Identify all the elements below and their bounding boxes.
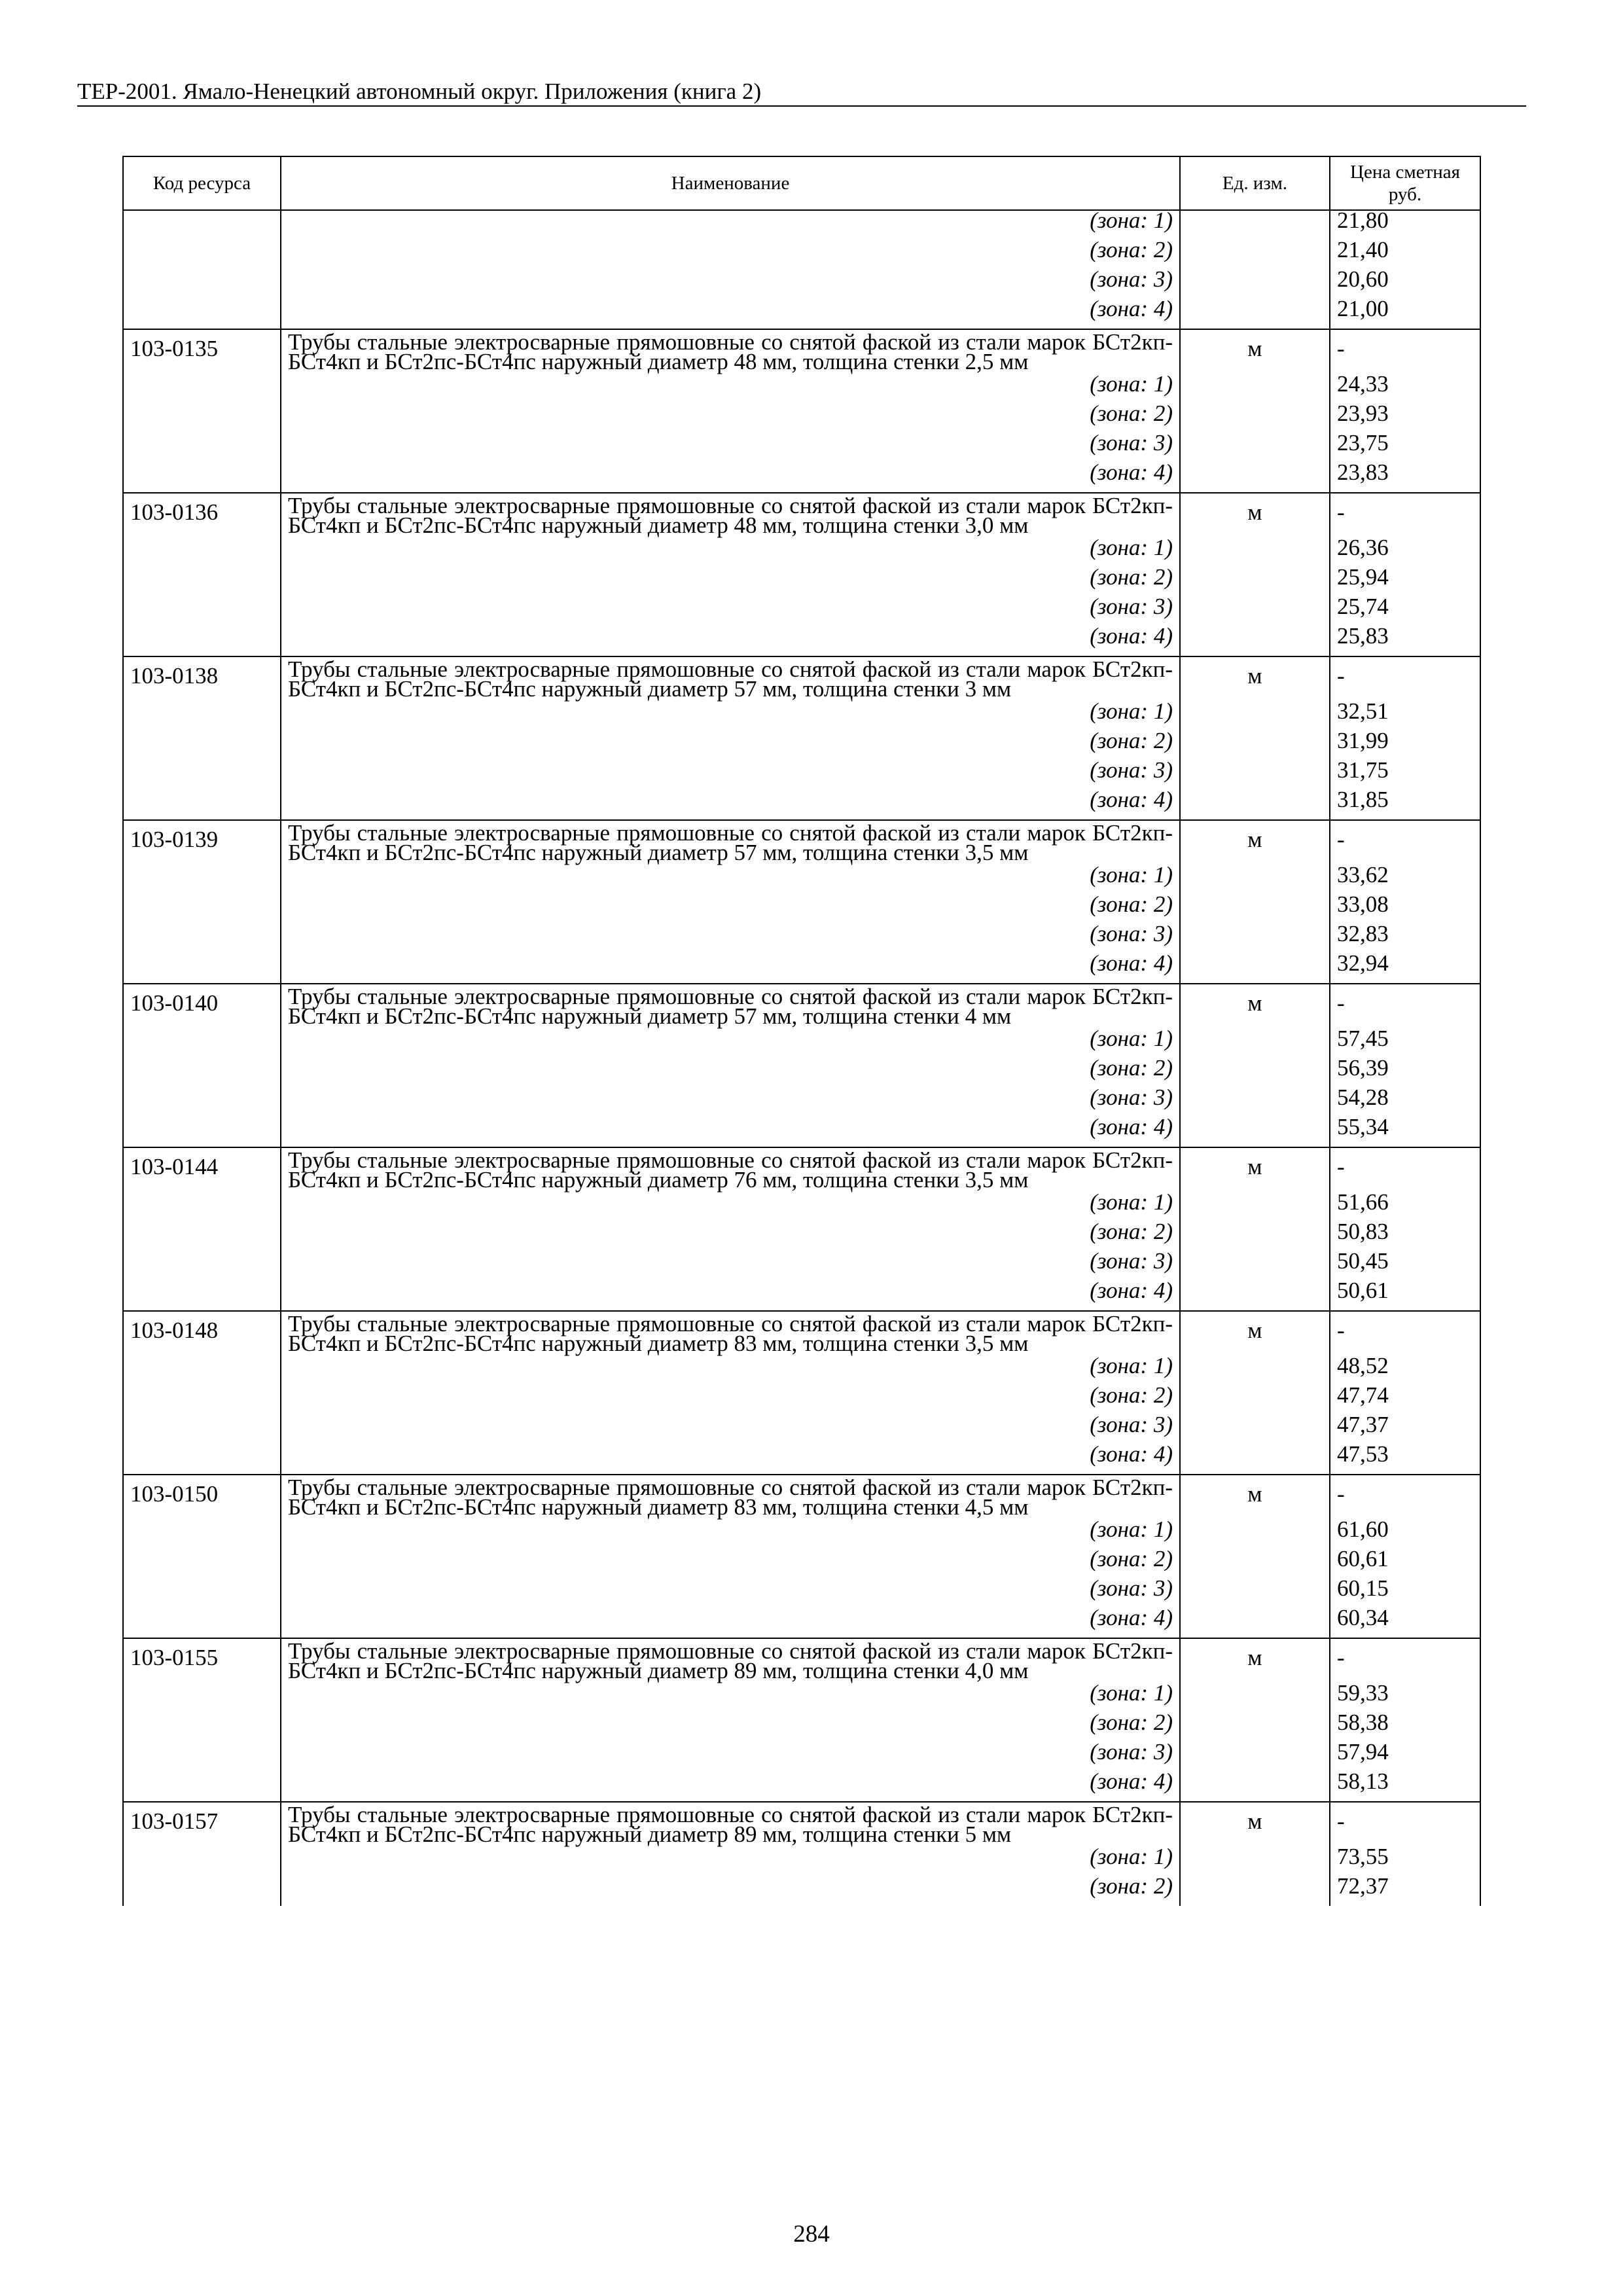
zone-price: 48,52 — [1330, 1356, 1480, 1386]
table-row — [123, 493, 1480, 538]
zone-label: (зона: 1) — [281, 1847, 1180, 1876]
code-cell-empty — [123, 626, 281, 656]
zone-price: 55,34 — [1330, 1117, 1480, 1147]
table-header-row — [123, 156, 1480, 210]
zone-price: 31,75 — [1330, 761, 1480, 790]
unit-cell-empty — [1180, 954, 1330, 984]
code-cell-empty — [123, 1520, 281, 1549]
resource-code: 103-0135 — [123, 329, 281, 374]
zone-price: 25,83 — [1330, 626, 1480, 656]
zone-label: (зона: 3) — [281, 924, 1180, 954]
unit-cell-empty — [1180, 1876, 1330, 1906]
code-cell-empty — [123, 1222, 281, 1251]
zone-row — [123, 924, 1480, 954]
zone-label: (зона: 2) — [281, 240, 1180, 270]
unit-cell-empty — [1180, 210, 1330, 240]
unit-cell-empty — [1180, 731, 1330, 761]
zone-row — [123, 210, 1480, 240]
base-price: - — [1330, 329, 1480, 374]
unit-cell-empty — [1180, 433, 1330, 463]
table-row — [123, 656, 1480, 702]
zone-price: 25,74 — [1330, 597, 1480, 626]
zone-row — [123, 954, 1480, 984]
zone-row — [123, 1281, 1480, 1311]
zone-price: 47,53 — [1330, 1444, 1480, 1475]
code-cell-empty — [123, 1356, 281, 1386]
zone-price: 54,28 — [1330, 1088, 1480, 1117]
zone-label: (зона: 2) — [281, 895, 1180, 924]
zone-row — [123, 1251, 1480, 1281]
code-cell-empty — [123, 1193, 281, 1222]
code-cell-empty — [123, 924, 281, 954]
zone-label: (зона: 2) — [281, 1058, 1180, 1088]
code-cell-empty — [123, 1088, 281, 1117]
unit-cell-empty — [1180, 1444, 1330, 1475]
unit-cell-empty — [1180, 1713, 1330, 1742]
base-price: - — [1330, 493, 1480, 538]
page-number: 284 — [793, 2221, 830, 2248]
zone-row — [123, 761, 1480, 790]
code-cell-empty — [123, 1251, 281, 1281]
base-price: - — [1330, 984, 1480, 1029]
zone-price: 32,83 — [1330, 924, 1480, 954]
code-cell-empty — [123, 597, 281, 626]
unit: м — [1180, 1147, 1330, 1193]
zone-price: 73,55 — [1330, 1847, 1480, 1876]
zone-label: (зона: 3) — [281, 270, 1180, 299]
zone-label: (зона: 3) — [281, 761, 1180, 790]
code-cell-empty — [123, 1772, 281, 1802]
unit-cell-empty — [1180, 1520, 1330, 1549]
code-cell-empty — [123, 1742, 281, 1772]
zone-row — [123, 731, 1480, 761]
unit-cell-empty — [1180, 1847, 1330, 1876]
zone-label: (зона: 3) — [281, 1415, 1180, 1444]
zone-row — [123, 597, 1480, 626]
table-row — [123, 1311, 1480, 1356]
unit-cell-empty — [1180, 567, 1330, 597]
resource-name: Трубы стальные электросварные прямошовные со снятой фаской из стали марок БСт2кп-БСт4кп и БСт2пс-БСт4пс наружный диаметр 89 мм, толщина стенки 4,0 мм — [281, 1638, 1180, 1683]
code-cell-empty — [123, 1876, 281, 1906]
code-cell-empty — [123, 761, 281, 790]
zone-price: 59,33 — [1330, 1683, 1480, 1713]
code-cell-empty — [123, 1444, 281, 1475]
base-price: - — [1330, 1147, 1480, 1193]
zone-price: 47,74 — [1330, 1386, 1480, 1415]
zone-row — [123, 1193, 1480, 1222]
table-row — [123, 329, 1480, 374]
zone-row — [123, 374, 1480, 404]
resource-code: 103-0139 — [123, 820, 281, 865]
zone-price: 23,93 — [1330, 404, 1480, 433]
table-row — [123, 820, 1480, 865]
unit-cell-empty — [1180, 1772, 1330, 1802]
zone-label: (зона: 4) — [281, 1772, 1180, 1802]
table-row — [123, 1147, 1480, 1193]
zone-row — [123, 1415, 1480, 1444]
unit: м — [1180, 1475, 1330, 1520]
column-header-price: Цена сметная руб. — [1330, 156, 1480, 210]
zone-price: 31,99 — [1330, 731, 1480, 761]
code-cell-empty — [123, 1415, 281, 1444]
table-row — [123, 984, 1480, 1029]
zone-price: 58,38 — [1330, 1713, 1480, 1742]
unit-cell-empty — [1180, 374, 1330, 404]
zone-label: (зона: 1) — [281, 210, 1180, 240]
resource-name: Трубы стальные электросварные прямошовные со снятой фаской из стали марок БСт2кп-БСт4кп и БСт2пс-БСт4пс наружный диаметр 83 мм, толщина стенки 4,5 мм — [281, 1475, 1180, 1520]
zone-price: 23,83 — [1330, 463, 1480, 493]
code-cell-empty — [123, 270, 281, 299]
resource-name: Трубы стальные электросварные прямошовные со снятой фаской из стали марок БСт2кп-БСт4кп и БСт2пс-БСт4пс наружный диаметр 89 мм, толщина стенки 5 мм — [281, 1802, 1180, 1847]
zone-row — [123, 463, 1480, 493]
zone-row — [123, 433, 1480, 463]
zone-label: (зона: 4) — [281, 954, 1180, 984]
resource-code: 103-0155 — [123, 1638, 281, 1683]
code-cell-empty — [123, 404, 281, 433]
code-cell-empty — [123, 567, 281, 597]
zone-price: 51,66 — [1330, 1193, 1480, 1222]
zone-label: (зона: 1) — [281, 1029, 1180, 1058]
zone-label: (зона: 4) — [281, 626, 1180, 656]
zone-label: (зона: 4) — [281, 790, 1180, 820]
zone-row — [123, 1772, 1480, 1802]
zone-label: (зона: 2) — [281, 1222, 1180, 1251]
zone-price: 20,60 — [1330, 270, 1480, 299]
zone-label: (зона: 1) — [281, 374, 1180, 404]
zone-row — [123, 1579, 1480, 1608]
zone-label: (зона: 4) — [281, 1608, 1180, 1638]
zone-row — [123, 1356, 1480, 1386]
unit-cell-empty — [1180, 1415, 1330, 1444]
code-cell-empty — [123, 702, 281, 731]
code-cell-empty — [123, 1579, 281, 1608]
zone-price: 50,45 — [1330, 1251, 1480, 1281]
zone-row — [123, 1683, 1480, 1713]
unit-cell-empty — [1180, 626, 1330, 656]
code-cell-empty — [123, 1029, 281, 1058]
zone-label: (зона: 3) — [281, 1088, 1180, 1117]
zone-price: 33,08 — [1330, 895, 1480, 924]
code-cell-empty — [123, 1608, 281, 1638]
zone-row — [123, 299, 1480, 329]
code-cell-empty — [123, 865, 281, 895]
code-cell-empty — [123, 374, 281, 404]
zone-row — [123, 538, 1480, 567]
zone-label: (зона: 3) — [281, 1579, 1180, 1608]
unit-cell-empty — [1180, 702, 1330, 731]
zone-row — [123, 1117, 1480, 1147]
zone-price: 32,94 — [1330, 954, 1480, 984]
unit: м — [1180, 820, 1330, 865]
code-cell-empty — [123, 790, 281, 820]
zone-label: (зона: 2) — [281, 567, 1180, 597]
zone-price: 61,60 — [1330, 1520, 1480, 1549]
resource-code: 103-0148 — [123, 1311, 281, 1356]
base-price: - — [1330, 1638, 1480, 1683]
zone-row — [123, 1876, 1480, 1906]
code-cell-empty — [123, 1058, 281, 1088]
code-cell-empty — [123, 1713, 281, 1742]
unit-cell-empty — [1180, 1088, 1330, 1117]
code-cell-empty — [123, 463, 281, 493]
zone-label: (зона: 3) — [281, 597, 1180, 626]
zone-row — [123, 790, 1480, 820]
column-header-unit: Ед. изм. — [1180, 156, 1330, 210]
code-cell-empty — [123, 538, 281, 567]
base-price: - — [1330, 820, 1480, 865]
zone-label: (зона: 2) — [281, 1386, 1180, 1415]
unit-cell-empty — [1180, 270, 1330, 299]
resource-name: Трубы стальные электросварные прямошовные со снятой фаской из стали марок БСт2кп-БСт4кп и БСт2пс-БСт4пс наружный диаметр 48 мм, толщина стенки 2,5 мм — [281, 329, 1180, 374]
code-cell-empty — [123, 433, 281, 463]
base-price: - — [1330, 1802, 1480, 1847]
unit-cell-empty — [1180, 1683, 1330, 1713]
zone-row — [123, 1058, 1480, 1088]
unit-cell-empty — [1180, 463, 1330, 493]
zone-price: 23,75 — [1330, 433, 1480, 463]
zone-price: 47,37 — [1330, 1415, 1480, 1444]
resource-name: Трубы стальные электросварные прямошовные со снятой фаской из стали марок БСт2кп-БСт4кп и БСт2пс-БСт4пс наружный диаметр 83 мм, толщина стенки 3,5 мм — [281, 1311, 1180, 1356]
zone-row — [123, 1608, 1480, 1638]
zone-price: 31,85 — [1330, 790, 1480, 820]
zone-price: 60,34 — [1330, 1608, 1480, 1638]
zone-row — [123, 1444, 1480, 1475]
code-cell-empty — [123, 1549, 281, 1579]
zone-label: (зона: 1) — [281, 538, 1180, 567]
code-cell-empty — [123, 1117, 281, 1147]
resource-code: 103-0138 — [123, 656, 281, 702]
base-price: - — [1330, 1475, 1480, 1520]
code-cell-empty — [123, 299, 281, 329]
unit-cell-empty — [1180, 1222, 1330, 1251]
unit-cell-empty — [1180, 1117, 1330, 1147]
zone-label: (зона: 4) — [281, 1281, 1180, 1311]
zone-price: 60,61 — [1330, 1549, 1480, 1579]
zone-label: (зона: 1) — [281, 1356, 1180, 1386]
unit-cell-empty — [1180, 404, 1330, 433]
zone-label: (зона: 1) — [281, 1193, 1180, 1222]
unit-cell-empty — [1180, 1579, 1330, 1608]
zone-row — [123, 865, 1480, 895]
code-cell-empty — [123, 1281, 281, 1311]
code-cell-empty — [123, 895, 281, 924]
table-row — [123, 1638, 1480, 1683]
zone-row — [123, 567, 1480, 597]
zone-row — [123, 1713, 1480, 1742]
zone-price: 21,80 — [1330, 210, 1480, 240]
zone-price: 50,61 — [1330, 1281, 1480, 1311]
zone-row — [123, 1847, 1480, 1876]
base-price: - — [1330, 656, 1480, 702]
zone-label: (зона: 4) — [281, 1444, 1180, 1475]
zone-label: (зона: 3) — [281, 433, 1180, 463]
table-body — [123, 207, 1480, 1906]
unit-cell-empty — [1180, 1549, 1330, 1579]
zone-price: 58,13 — [1330, 1772, 1480, 1802]
unit: м — [1180, 1311, 1330, 1356]
zone-row — [123, 895, 1480, 924]
unit-cell-empty — [1180, 1386, 1330, 1415]
code-cell-empty — [123, 1683, 281, 1713]
zone-row — [123, 240, 1480, 270]
unit-cell-empty — [1180, 1742, 1330, 1772]
zone-price: 21,00 — [1330, 299, 1480, 329]
unit-cell-empty — [1180, 1281, 1330, 1311]
code-cell-empty — [123, 954, 281, 984]
price-table — [122, 156, 1481, 1906]
unit-cell-empty — [1180, 1251, 1330, 1281]
zone-price: 33,62 — [1330, 865, 1480, 895]
zone-row — [123, 404, 1480, 433]
resource-name: Трубы стальные электросварные прямошовные со снятой фаской из стали марок БСт2кп-БСт4кп и БСт2пс-БСт4пс наружный диаметр 76 мм, толщина стенки 3,5 мм — [281, 1147, 1180, 1193]
zone-label: (зона: 1) — [281, 1520, 1180, 1549]
unit-cell-empty — [1180, 299, 1330, 329]
zone-label: (зона: 4) — [281, 1117, 1180, 1147]
unit: м — [1180, 329, 1330, 374]
zone-label: (зона: 4) — [281, 299, 1180, 329]
zone-row — [123, 626, 1480, 656]
zone-row — [123, 1222, 1480, 1251]
zone-label: (зона: 2) — [281, 404, 1180, 433]
zone-price: 57,45 — [1330, 1029, 1480, 1058]
column-header-name: Наименование — [281, 156, 1180, 210]
unit-cell-empty — [1180, 895, 1330, 924]
resource-name: Трубы стальные электросварные прямошовные со снятой фаской из стали марок БСт2кп-БСт4кп и БСт2пс-БСт4пс наружный диаметр 57 мм, толщина стенки 3 мм — [281, 656, 1180, 702]
zone-row — [123, 1742, 1480, 1772]
unit-cell-empty — [1180, 597, 1330, 626]
zone-row — [123, 1520, 1480, 1549]
zone-label: (зона: 3) — [281, 1742, 1180, 1772]
unit-cell-empty — [1180, 1058, 1330, 1088]
zone-label: (зона: 2) — [281, 1713, 1180, 1742]
unit-cell-empty — [1180, 1029, 1330, 1058]
zone-label: (зона: 1) — [281, 1683, 1180, 1713]
zone-price: 50,83 — [1330, 1222, 1480, 1251]
zone-price: 25,94 — [1330, 567, 1480, 597]
resource-name: Трубы стальные электросварные прямошовные со снятой фаской из стали марок БСт2кп-БСт4кп и БСт2пс-БСт4пс наружный диаметр 48 мм, толщина стенки 3,0 мм — [281, 493, 1180, 538]
zone-price: 32,51 — [1330, 702, 1480, 731]
zone-price: 60,15 — [1330, 1579, 1480, 1608]
unit: м — [1180, 1638, 1330, 1683]
unit-cell-empty — [1180, 1608, 1330, 1638]
unit: м — [1180, 984, 1330, 1029]
zone-row — [123, 702, 1480, 731]
code-cell-empty — [123, 1386, 281, 1415]
base-price: - — [1330, 1311, 1480, 1356]
zone-price: 56,39 — [1330, 1058, 1480, 1088]
code-cell-empty — [123, 731, 281, 761]
resource-code: 103-0157 — [123, 1802, 281, 1847]
table-row — [123, 1475, 1480, 1520]
resource-name: Трубы стальные электросварные прямошовные со снятой фаской из стали марок БСт2кп-БСт4кп и БСт2пс-БСт4пс наружный диаметр 57 мм, толщина стенки 4 мм — [281, 984, 1180, 1029]
zone-price: 24,33 — [1330, 374, 1480, 404]
resource-code: 103-0140 — [123, 984, 281, 1029]
unit-cell-empty — [1180, 240, 1330, 270]
table-row — [123, 1802, 1480, 1847]
unit-cell-empty — [1180, 924, 1330, 954]
zone-price: 21,40 — [1330, 240, 1480, 270]
unit: м — [1180, 656, 1330, 702]
unit: м — [1180, 493, 1330, 538]
unit-cell-empty — [1180, 865, 1330, 895]
column-header-code: Код ресурса — [123, 156, 281, 210]
unit-cell-empty — [1180, 538, 1330, 567]
running-header: ТЕР-2001. Ямало-Ненецкий автономный округ. Приложения (книга 2) — [77, 79, 762, 104]
zone-row — [123, 270, 1480, 299]
resource-code: 103-0150 — [123, 1475, 281, 1520]
code-cell-empty — [123, 240, 281, 270]
zone-row — [123, 1386, 1480, 1415]
resource-code: 103-0136 — [123, 493, 281, 538]
unit: м — [1180, 1802, 1330, 1847]
zone-label: (зона: 2) — [281, 1549, 1180, 1579]
zone-price: 72,37 — [1330, 1876, 1480, 1906]
unit-cell-empty — [1180, 1193, 1330, 1222]
zone-label: (зона: 3) — [281, 1251, 1180, 1281]
zone-row — [123, 1549, 1480, 1579]
zone-label: (зона: 1) — [281, 702, 1180, 731]
zone-label: (зона: 2) — [281, 1876, 1180, 1906]
header-rule — [77, 105, 1526, 107]
zone-label: (зона: 4) — [281, 463, 1180, 493]
code-cell-empty — [123, 1847, 281, 1876]
resource-name: Трубы стальные электросварные прямошовные со снятой фаской из стали марок БСт2кп-БСт4кп и БСт2пс-БСт4пс наружный диаметр 57 мм, толщина стенки 3,5 мм — [281, 820, 1180, 865]
unit-cell-empty — [1180, 761, 1330, 790]
zone-label: (зона: 2) — [281, 731, 1180, 761]
unit-cell-empty — [1180, 1356, 1330, 1386]
zone-label: (зона: 1) — [281, 865, 1180, 895]
resource-code: 103-0144 — [123, 1147, 281, 1193]
zone-row — [123, 1088, 1480, 1117]
code-cell-empty — [123, 210, 281, 240]
zone-price: 26,36 — [1330, 538, 1480, 567]
zone-price: 57,94 — [1330, 1742, 1480, 1772]
unit-cell-empty — [1180, 790, 1330, 820]
zone-row — [123, 1029, 1480, 1058]
